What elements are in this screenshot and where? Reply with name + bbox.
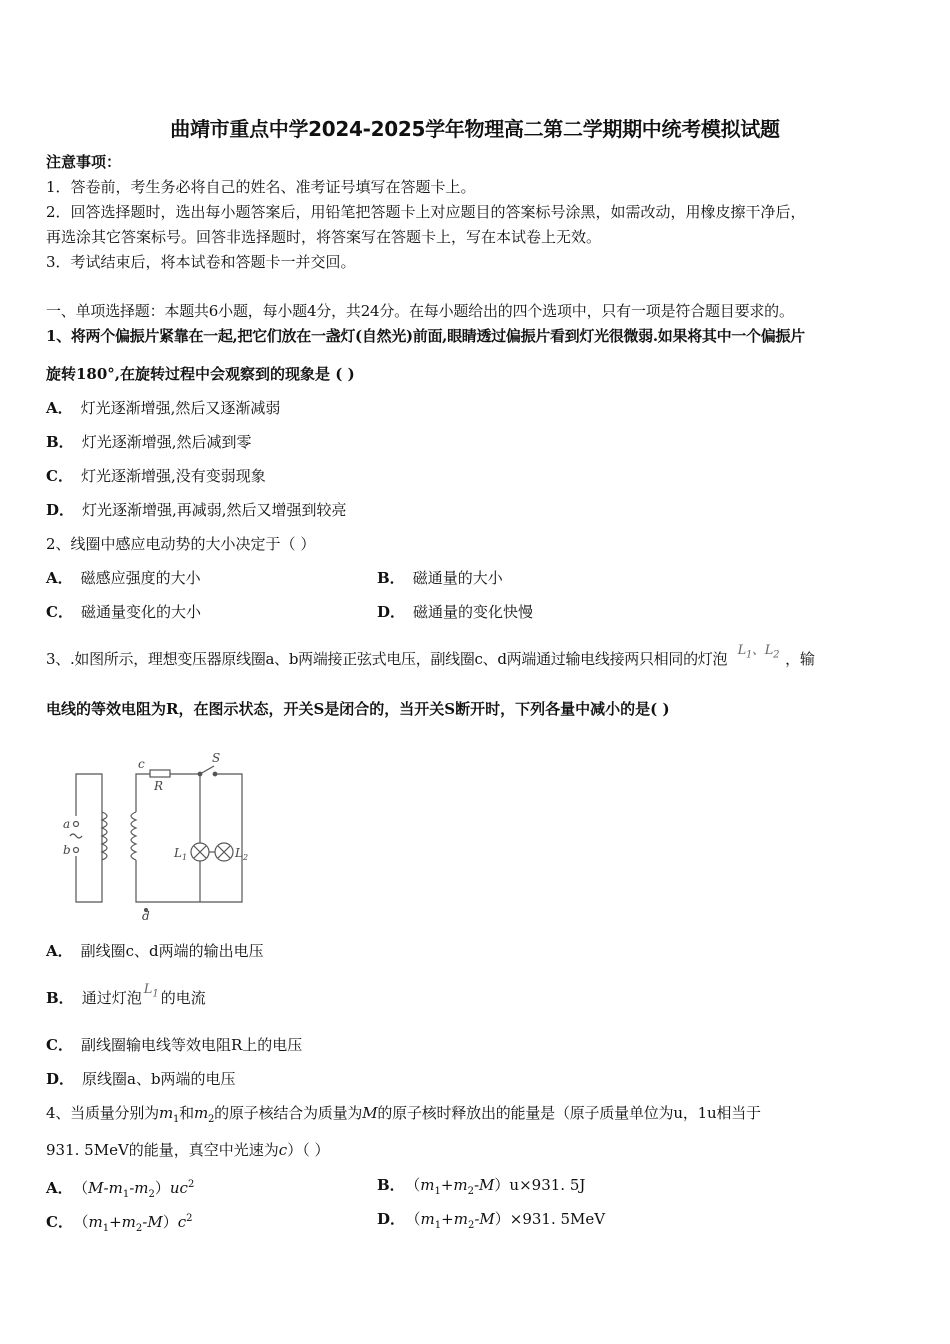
- svg-text:R: R: [154, 779, 164, 793]
- lamp-l2-symbol: $L_2$: [764, 643, 780, 661]
- transformer-circuit-diagram: [56, 748, 256, 922]
- svg-text:a: a: [63, 817, 71, 831]
- svg-text:S: S: [212, 751, 221, 765]
- q4-option-d: D． $(m_1+m_2-M)\times 931$. 5MeV: [377, 1210, 606, 1231]
- secondary-coil: [131, 812, 136, 860]
- q1-option-a: A． 灯光逐渐增强,然后又逐渐减弱: [46, 399, 281, 417]
- svg-text:d: d: [142, 909, 150, 922]
- section-header: 一、单项选择题：本题共6小题，每小题4分，共24分。在每小题给出的四个选项中，只有一项是符合题目要求的。: [46, 302, 794, 320]
- q2-option-d: D． 磁通量的变化快慢: [377, 603, 534, 621]
- page-title: 曲靖市重点中学2024-2025学年物理高二第二学期期中统考模拟试题: [170, 117, 780, 141]
- terminal-b: [74, 848, 79, 853]
- notice-item-2: 2．回答选择题时，选出每小题答案后，用铅笔把答题卡上对应题目的答案标号涂黑，如需改动，用橡皮擦干净后，: [46, 203, 806, 221]
- ac-source-symbol: [70, 834, 82, 838]
- q2-option-c: C． 磁通量变化的大小: [46, 603, 201, 621]
- q3-option-a: A． 副线圈c、d两端的输出电压: [46, 942, 264, 960]
- q1-stem-line2: 旋转180°,在旋转过程中会观察到的现象是 ( ): [46, 365, 355, 383]
- q4-stem-line2: 931. 5MeV的能量，真空中光速为c）（ ）: [46, 1141, 330, 1159]
- svg-text:L1: $L_1$: [174, 846, 188, 862]
- q3-stem-line2: 电线的等效电阻为R，在图示状态，开关S是闭合的，当开关S断开时，下列各量中减小的是( ): [46, 700, 670, 718]
- q2-option-b: B． 磁通量的大小: [377, 569, 503, 587]
- svg-text:b: b: [63, 843, 71, 857]
- primary-coil: [102, 812, 107, 860]
- q1-stem-line1: 1、将两个偏振片紧靠在一起,把它们放在一盏灯(自然光)前面,眼睛透过偏振片看到灯光很微弱.如果将其中一个偏振片: [46, 327, 805, 345]
- notice-item-3: 3．考试结束后，将本试卷和答题卡一并交回。: [46, 253, 356, 271]
- q3-option-d: D． 原线圈a、b两端的电压: [46, 1070, 236, 1088]
- lamp-l1-symbol-option: $L_1$: [143, 982, 159, 1000]
- resistor-r: [150, 770, 170, 777]
- q4-option-c: C． $(m_1+m_2-M)c^2$: [46, 1213, 193, 1234]
- q3-option-b: B． 通过灯泡 $L_1$ 的电流: [46, 982, 206, 1007]
- terminal-a: [74, 822, 79, 827]
- q4-option-b: B． $(m_1+m_2-M)u\times 931$. 5J: [377, 1176, 586, 1197]
- notice-heading: 注意事项：: [46, 153, 122, 171]
- q2-stem: 2、线圈中感应电动势的大小决定于（ ）: [46, 535, 316, 553]
- lamp-l1-symbol: $L_1$: [737, 643, 753, 661]
- q4-stem-line1: 4、当质量分别为$m_1$和$m_2$的原子核结合为质量为M的原子核时释放出的能量是（原子质量单位为u，1u相当于: [46, 1104, 761, 1125]
- q4-option-a: A． $(M-m_1-m_2)uc^2$: [46, 1179, 195, 1200]
- q1-option-d: D． 灯光逐渐增强,再减弱,然后又增强到较亮: [46, 501, 347, 519]
- svg-text:L2: $L_2$: [235, 846, 249, 862]
- svg-text:c: c: [138, 757, 145, 771]
- notice-item-2-cont: 再选涂其它答案标号。回答非选择题时，将答案写在答题卡上，写在本试卷上无效。: [46, 228, 602, 246]
- q1-option-c: C． 灯光逐渐增强,没有变弱现象: [46, 467, 266, 485]
- switch-s: [200, 766, 214, 774]
- q3-option-c: C． 副线圈输电线等效电阻R上的电压: [46, 1036, 303, 1054]
- q1-option-b: B． 灯光逐渐增强,然后减到零: [46, 433, 252, 451]
- notice-item-1: 1．答卷前，考生务必将自己的姓名、准考证号填写在答题卡上。: [46, 178, 476, 196]
- q2-option-a: A． 磁感应强度的大小: [46, 569, 201, 587]
- q3-stem-line1: 3、.如图所示，理想变压器原线圈a、b两端接正弦式电压，副线圈c、d两端通过输电线接两只相同的灯泡 $L_1$、$L_2$ ，输: [46, 643, 815, 668]
